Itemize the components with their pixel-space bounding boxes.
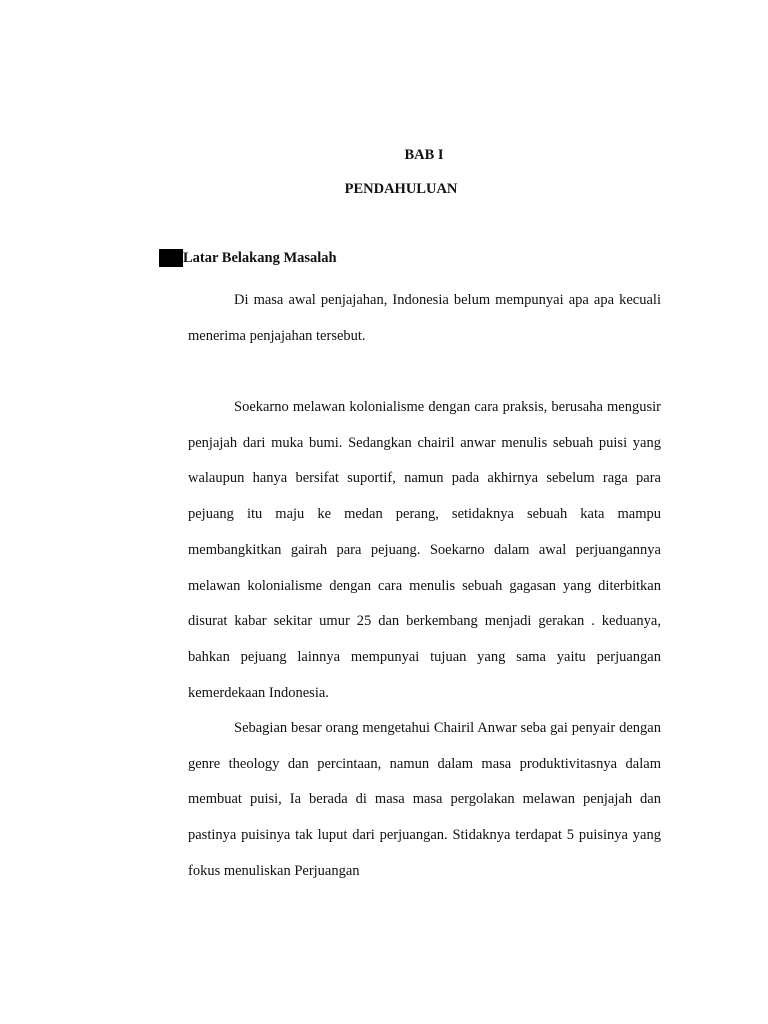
chapter-title: PENDAHULUAN xyxy=(344,181,458,197)
paragraph-text: Soekarno melawan kolonialisme dengan cara praksis, berusaha mengusir penjajah dari muka bumi. Sedangkan chairil anwar menulis sebuah puisi yang walaupun hanya bersifat suportif, namun pada akhirnya sebelum raga para pejuang itu maju ke medan perang, setidaknya sebuah kata mampu membangkitkan gairah para pejuang. Soekarno dalam awal perjuangannya melawan kolonialisme dengan cara menulis sebuah gagasan yang diterbitkan disurat kabar sekitar umur 25 dan berkembang menjadi gerakan . keduanya, bahkan pejuang lainnya mempunyai tujuan yang sama yaitu perjuangan kemerdekaan Indonesia. xyxy=(188,399,661,701)
paragraph-2 xyxy=(188,390,661,711)
redaction-block xyxy=(159,249,183,267)
paragraph-3 xyxy=(188,711,661,890)
section-heading xyxy=(159,249,337,267)
section-heading-text: Latar Belakang Masalah xyxy=(183,250,337,266)
paragraph-1 xyxy=(188,283,661,354)
paragraph-text: Di masa awal penjajahan, Indonesia belum mempunyai apa apa kecuali menerima penjajahan tersebut. xyxy=(188,292,661,344)
chapter-number: BAB I xyxy=(404,147,444,163)
paragraph-text: Sebagian besar orang mengetahui Chairil Anwar seba gai penyair dengan genre theology dan percintaan, namun dalam masa produktivitasnya dalam membuat puisi, Ia berada di masa masa pergolakan melawan penjajah dan pastinya puisinya tak luput dari perjuangan. Stidaknya terdapat 5 puisinya yang fokus menuliskan Perjuangan xyxy=(188,720,661,879)
